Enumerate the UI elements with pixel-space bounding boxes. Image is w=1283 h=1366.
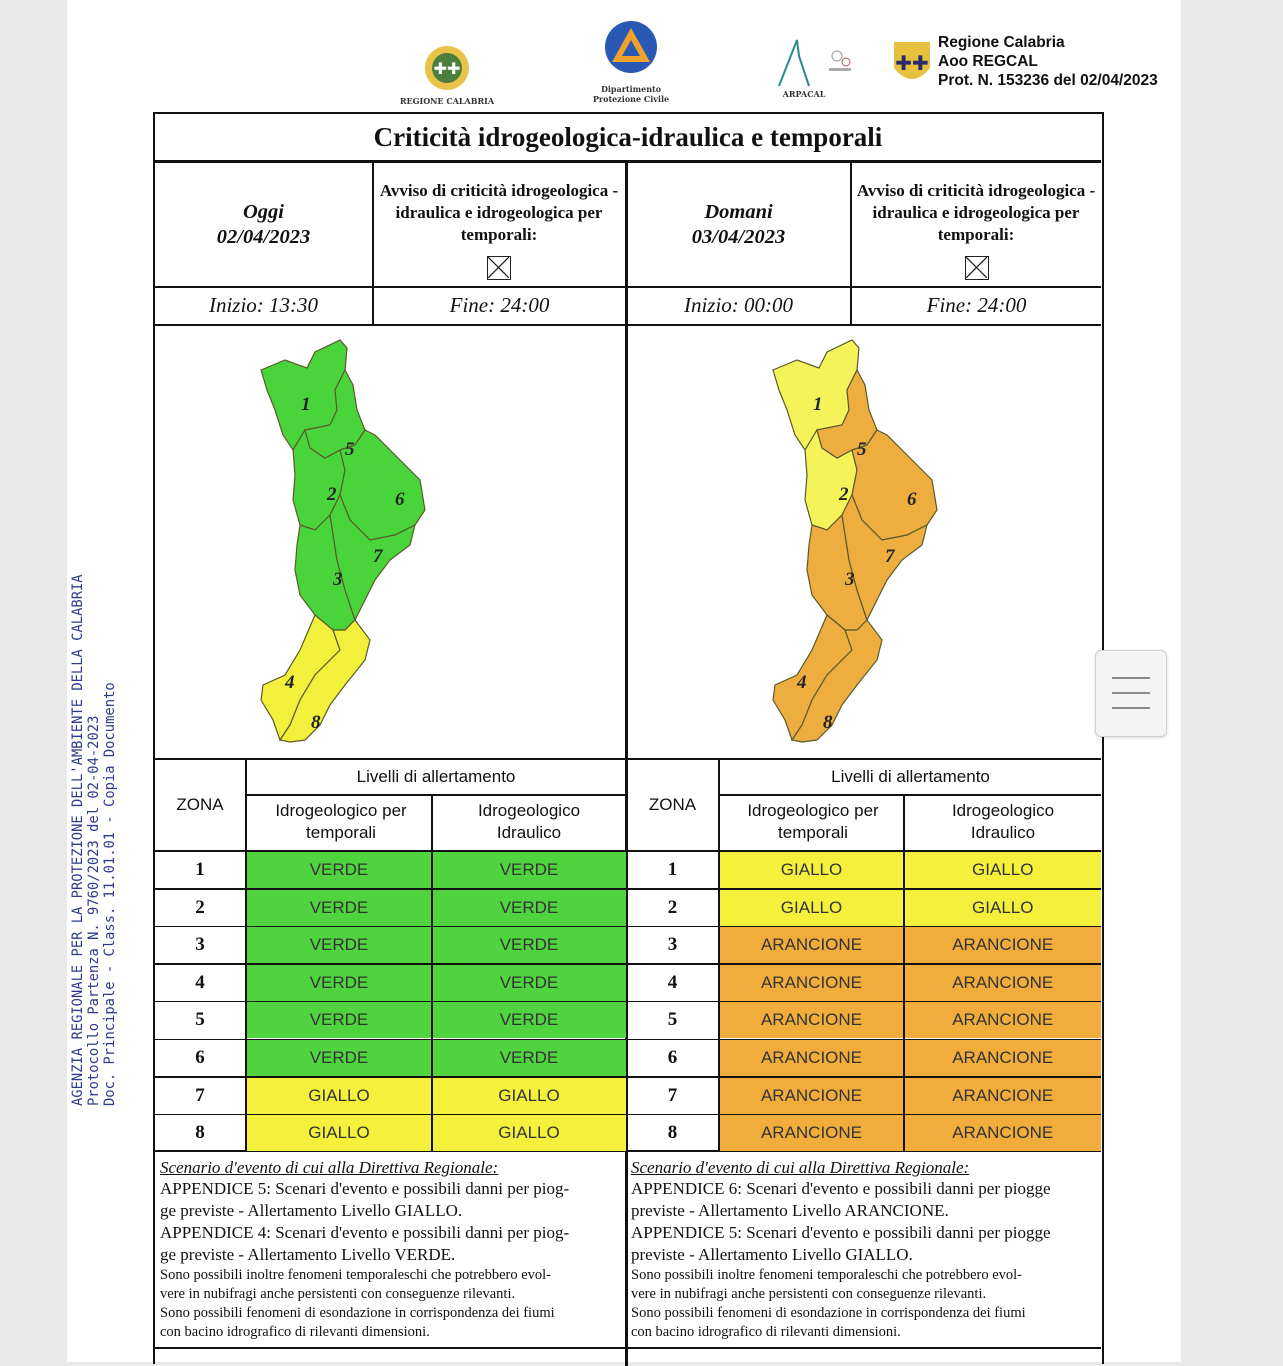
map-zone-label: 8 xyxy=(311,712,321,733)
today-zona-header: ZONA xyxy=(176,795,224,814)
map-zone-label: 1 xyxy=(301,394,311,415)
zona-number: 6 xyxy=(195,1047,205,1068)
tomorrow-scenario-heading: Scenario d'evento di cui alla Direttiva Regionale: xyxy=(631,1158,970,1177)
alert-level-cell: GIALLO xyxy=(720,852,903,888)
today-scenario-heading: Scenario d'evento di cui alla Direttiva Regionale: xyxy=(160,1158,499,1177)
alert-level-cell: GIALLO xyxy=(433,1078,626,1114)
sidebar-line: AGENZIA REGIONALE PER LA PROTEZIONE DELL'AMBIENTE DELLA CALABRIA xyxy=(70,574,86,1106)
map-zone-label: 5 xyxy=(857,439,867,460)
scenario-note: Sono possibili inoltre fenomeni temporaleschi che potrebbero evol- xyxy=(160,1267,551,1283)
zona-number: 1 xyxy=(667,859,678,880)
zona-number: 6 xyxy=(667,1047,678,1068)
today-avviso-label: Avviso di criticità idrogeologica - idraulica e idrogeologica per temporali: xyxy=(379,181,619,244)
tomorrow-avviso-label: Avviso di criticità idrogeologica - idraulica e idrogeologica per temporali: xyxy=(856,181,1096,244)
alert-level-cell: VERDE xyxy=(247,1040,431,1076)
map-zone-label: 8 xyxy=(823,712,833,733)
protocol-line: Prot. N. 153236 del 02/04/2023 xyxy=(938,72,1158,89)
scenario-line: ge previste - Allertamento Livello GIALLO. xyxy=(160,1201,463,1220)
tomorrow-start-time: Inizio: 00:00 xyxy=(683,293,794,317)
tomorrow-avviso-checkbox[interactable] xyxy=(965,256,989,280)
tomorrow-zona-header: ZONA xyxy=(648,795,697,814)
arpacal-logo: ARPACAL xyxy=(745,36,863,99)
regione-calabria-emblem xyxy=(890,38,934,90)
today-avviso-checkbox[interactable] xyxy=(487,256,511,280)
scenario-note: vere in nubifragi anche persistenti con conseguenze rilevanti. xyxy=(160,1286,516,1302)
protocol-line: Aoo REGCAL xyxy=(938,53,1038,70)
map-zone-label: 2 xyxy=(839,484,849,505)
zona-number: 1 xyxy=(195,859,205,880)
today-col-temporali: Idrogeologico per temporali xyxy=(275,801,407,842)
alert-level-cell: VERDE xyxy=(433,965,626,1001)
map-zone-label: 6 xyxy=(395,489,405,510)
zona-number: 8 xyxy=(667,1122,678,1144)
crossed-box-icon xyxy=(488,257,509,278)
map-zone-label: 1 xyxy=(813,394,823,415)
scenario-line: ge previste - Allertamento Livello VERDE. xyxy=(160,1245,456,1264)
menu-line-icon xyxy=(1112,707,1150,709)
alert-level-cell: ARANCIONE xyxy=(905,1040,1102,1076)
alert-level-cell: GIALLO xyxy=(905,890,1102,926)
alert-level-cell: VERDE xyxy=(433,1002,626,1038)
tomorrow-levels-header: Livelli di allertamento xyxy=(831,767,990,786)
alert-level-cell: ARANCIONE xyxy=(720,965,903,1001)
scenario-note: con bacino idrografico di rilevanti dimensioni. xyxy=(631,1324,901,1340)
arpacal-icon xyxy=(749,36,859,91)
protezione-civile-icon xyxy=(598,20,664,74)
floating-menu-button[interactable] xyxy=(1095,650,1167,737)
today-start-time: Inizio: 13:30 xyxy=(208,293,319,317)
alert-level-cell: GIALLO xyxy=(433,1115,626,1151)
crossed-box-icon xyxy=(966,257,987,278)
zona-number: 5 xyxy=(195,1009,205,1031)
scenario-line: previste - Allertamento Livello GIALLO. xyxy=(631,1245,913,1264)
alert-level-cell: VERDE xyxy=(247,1002,431,1038)
scenario-line: APPENDICE 5: Scenari d'evento e possibili danni per piog- xyxy=(160,1179,570,1198)
map-zone-label: 3 xyxy=(333,569,343,590)
regione-calabria-emblem-icon xyxy=(423,44,471,92)
today-scenario xyxy=(160,1157,622,1342)
scenario-note: Sono possibili fenomeni di esondazione in corrispondenza dei fiumi xyxy=(631,1305,1026,1321)
tomorrow-calabria-map xyxy=(757,330,987,755)
zona-number: 5 xyxy=(667,1009,678,1031)
protocol-line: Regione Calabria xyxy=(938,34,1065,51)
scenario-note: vere in nubifragi anche persistenti con conseguenze rilevanti. xyxy=(631,1286,987,1302)
alert-level-cell: ARANCIONE xyxy=(720,1040,903,1076)
map-zone-label: 7 xyxy=(373,546,383,567)
alert-level-cell: ARANCIONE xyxy=(720,1002,903,1038)
alert-level-cell: ARANCIONE xyxy=(905,1078,1102,1114)
map-zone-label: 4 xyxy=(285,672,295,693)
alert-level-cell: GIALLO xyxy=(247,1115,431,1151)
zona-number: 4 xyxy=(667,971,678,993)
menu-line-icon xyxy=(1112,692,1150,694)
zona-number: 3 xyxy=(195,934,205,956)
arpacal-protocol-sidebar xyxy=(70,446,130,1106)
alert-level-cell: VERDE xyxy=(433,1040,626,1076)
tomorrow-day-label: Domani xyxy=(704,201,773,223)
tomorrow-scenario xyxy=(631,1157,1098,1342)
bulletin-table xyxy=(153,112,1104,1364)
map-zone-label: 3 xyxy=(845,569,855,590)
scenario-line: APPENDICE 4: Scenari d'evento e possibili danni per piog- xyxy=(160,1223,570,1242)
scenario-line: previste - Allertamento Livello ARANCIONE. xyxy=(631,1201,949,1220)
tomorrow-col-temporali: Idrogeologico per temporali xyxy=(747,801,879,842)
regione-calabria-logo: ✚✚ REGIONE CALABRIA xyxy=(395,44,499,106)
tomorrow-date: 03/04/2023 xyxy=(691,226,786,248)
zona-number: 2 xyxy=(195,896,205,918)
alert-level-cell: VERDE xyxy=(247,927,431,963)
alert-level-cell: ARANCIONE xyxy=(905,927,1102,963)
scenario-note: con bacino idrografico di rilevanti dimensioni. xyxy=(160,1324,430,1340)
scenario-line: APPENDICE 5: Scenari d'evento e possibili danni per piogge xyxy=(631,1223,1051,1242)
scenario-note: Sono possibili inoltre fenomeni temporaleschi che potrebbero evol- xyxy=(631,1267,1022,1283)
zona-number: 8 xyxy=(195,1122,205,1144)
alert-level-cell: VERDE xyxy=(247,890,431,926)
today-date: 02/04/2023 xyxy=(216,226,311,248)
alert-level-cell: ARANCIONE xyxy=(905,1002,1102,1038)
scenario-line: APPENDICE 6: Scenari d'evento e possibili danni per piogge xyxy=(631,1179,1051,1198)
alert-level-cell: ARANCIONE xyxy=(905,1115,1102,1151)
alert-level-cell: VERDE xyxy=(433,852,626,888)
scenario-note: Sono possibili fenomeni di esondazione in corrispondenza dei fiumi xyxy=(160,1305,555,1321)
menu-line-icon xyxy=(1112,677,1150,679)
alert-level-cell: VERDE xyxy=(247,852,431,888)
map-zone-label: 2 xyxy=(327,484,337,505)
bulletin-title: Criticità idrogeologica-idraulica e temporali xyxy=(373,122,883,152)
zona-number: 7 xyxy=(195,1084,205,1106)
svg-text:✚✚: ✚✚ xyxy=(433,59,461,78)
zona-number: 7 xyxy=(667,1084,678,1106)
today-levels-header: Livelli di allertamento xyxy=(356,767,516,786)
alert-level-cell: ARANCIONE xyxy=(720,1078,903,1114)
sidebar-line: Doc. Principale - Class. 11.01.01 - Copia Documento xyxy=(102,682,118,1106)
alert-level-cell: GIALLO xyxy=(905,852,1102,888)
alert-level-cell: VERDE xyxy=(433,890,626,926)
zona-number: 3 xyxy=(667,934,678,956)
map-zone-label: 7 xyxy=(885,546,895,567)
calabria-shield-icon xyxy=(890,38,934,90)
today-col-idraulico: Idrogeologico Idraulico xyxy=(477,801,581,842)
alert-level-cell: GIALLO xyxy=(247,1078,431,1114)
map-zone-label: 4 xyxy=(797,672,807,693)
tomorrow-col-idraulico: Idrogeologico Idraulico xyxy=(951,801,1055,842)
alert-level-cell: ARANCIONE xyxy=(720,1115,903,1151)
today-calabria-map xyxy=(245,330,475,755)
protezione-civile-logo: Dipartimento Protezione Civile xyxy=(575,20,687,104)
today-end-time: Fine: 24:00 xyxy=(449,293,550,317)
tomorrow-end-time: Fine: 24:00 xyxy=(926,293,1027,317)
alert-level-cell: VERDE xyxy=(247,965,431,1001)
map-zone-label: 6 xyxy=(907,489,917,510)
protocol-stamp xyxy=(938,33,1158,90)
zona-number: 2 xyxy=(667,896,678,918)
alert-level-cell: VERDE xyxy=(433,927,626,963)
svg-text:✚✚: ✚✚ xyxy=(895,51,929,75)
alert-level-cell: ARANCIONE xyxy=(720,927,903,963)
map-zone-label: 5 xyxy=(345,439,355,460)
alert-level-cell: ARANCIONE xyxy=(905,965,1102,1001)
today-day-label: Oggi xyxy=(243,201,284,223)
sidebar-line: Protocollo Partenza N. 9760/2023 del 02-04-2023 xyxy=(86,715,102,1106)
zona-number: 4 xyxy=(195,971,205,993)
alert-level-cell: GIALLO xyxy=(720,890,903,926)
